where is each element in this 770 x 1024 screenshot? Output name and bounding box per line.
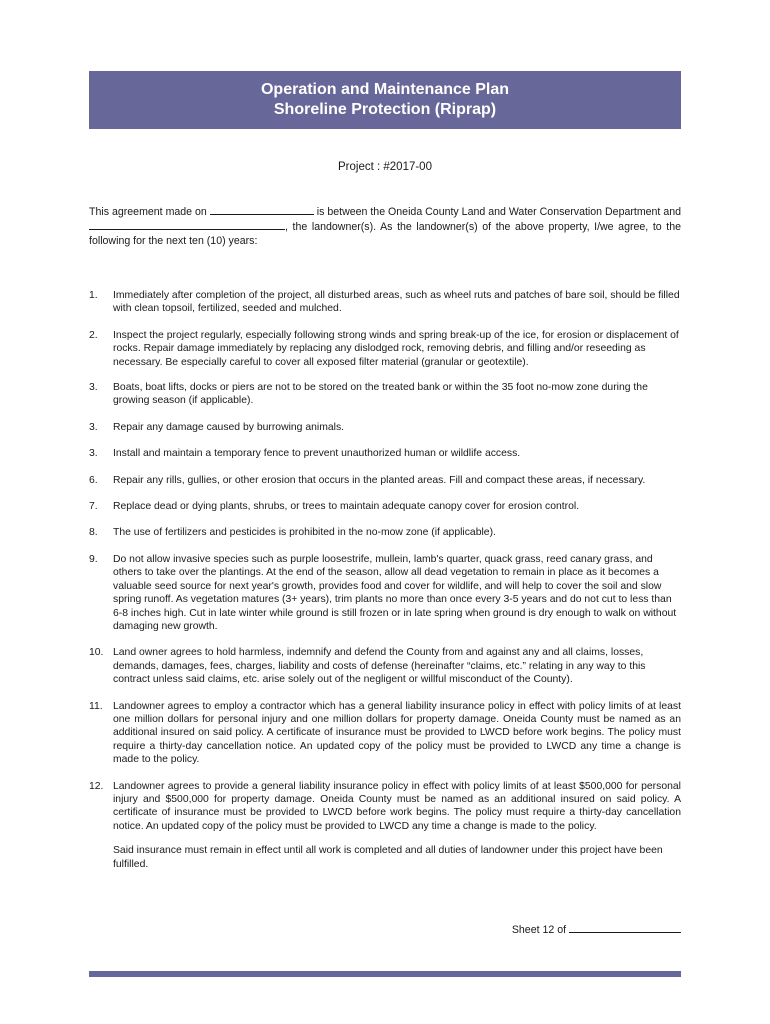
list-item [89, 526, 681, 539]
maintenance-items [89, 289, 681, 871]
list-item [89, 289, 681, 316]
item-number: 11. [89, 700, 103, 712]
item-number: 1. [89, 290, 98, 301]
item-text: Immediately after completion of the project, all disturbed areas, such as wheel ruts and patches of bare soil, should be filled with clean topsoil, fertilized, seeded and mulched. [113, 290, 680, 315]
project-number: Project : #2017-00 [338, 161, 432, 173]
item-number: 2. [89, 329, 98, 341]
list-item [89, 447, 681, 460]
item-number: 8. [89, 527, 98, 539]
item-text: Install and maintain a temporary fence to prevent unauthorized human or wildlife access. [113, 448, 521, 460]
list-item [89, 646, 681, 686]
title-banner [89, 71, 681, 129]
item-text: Landowner agrees to employ a contractor which has a general liability insurance policy in effect with policy limits of at least one million dollars for personal injury and one million dollars for property damage. Oneida County must be named as an additional insured on said policy. A certificate of insurance must be provided to LWCD before work begins. The policy must require a thirty-day cancellation notice. An updated copy of the policy must be provided to LWCD any time a change is made to the policy. [113, 700, 681, 766]
intro-text-1: This agreement made on [89, 206, 207, 218]
list-item [89, 553, 681, 633]
item-text: The use of fertilizers and pesticides is prohibited in the no-mow zone (if applicable). [113, 527, 496, 539]
list-item [89, 421, 681, 434]
item-number: 7. [89, 501, 98, 513]
item-number: 12. [89, 780, 104, 792]
item-text: Do not allow invasive species such as purple loosestrife, mullein, lamb's quarter, quack grass, reed canary grass, and others to take over the plantings. At the end of the season, allow all dead vegetation to remain in place as it becomes a valuable seed source for next year's growth, provides food and cover for wildlife, and will help to cover the soil and slow spring runoff. As vegetation matures (3+ years), trim plants no more than once every 3-5 years and do not cut to less than 6-8 inches high. Cut in late winter while ground is still frozen or in late spring when ground is dry enough to walk on without damaging new growth. [113, 553, 677, 632]
intro-text-2: is between the Oneida County Land and Water Conservation Department and [316, 206, 681, 218]
item-number: 3. [89, 421, 98, 433]
item-number: 3. [89, 382, 98, 394]
list-item [89, 381, 681, 408]
list-item [89, 329, 681, 369]
footer-rule [89, 971, 681, 977]
item-text: Replace dead or dying plants, shrubs, or trees to maintain adequate canopy cover for erosion control. [113, 501, 580, 513]
item-text: Boats, boat lifts, docks or piers are not to be stored on the treated bank or within the 35 foot no-mow zone during the growing season (if applicable). [113, 382, 648, 407]
document-title: Operation and Maintenance Plan [260, 81, 510, 98]
list-item [89, 500, 681, 513]
item-number: 3. [89, 448, 98, 460]
intro-text-3: , the landowner(s). As the landowner(s) of the above property, I/we agree, to the following for the next ten (10) years: [89, 221, 681, 247]
sheet-label: Sheet 12 of [511, 924, 567, 936]
item-text: Repair any damage caused by burrowing animals. [113, 421, 345, 433]
item-number: 6. [89, 474, 98, 486]
landowner-name-blank [89, 219, 285, 230]
item-number: 9. [89, 553, 98, 565]
sheet-number [512, 922, 681, 937]
item-number: 10. [89, 647, 104, 659]
item-text: Inspect the project regularly, especially following strong winds and spring break-up of the ice, for erosion or displacement of rocks. Repair damage immediately by replacing any dislodged rock, removing debris, and filling and/or reseeding as necessary. Be especially careful to cover all exposed filter material (granular or geotextile). [113, 329, 679, 368]
document-subtitle: Shoreline Protection (Riprap) [273, 101, 497, 118]
item-text: Land owner agrees to hold harmless, indemnify and defend the County from and against any and all claims, losses, demands, damages, fees, charges, liability and costs of defense (hereinafter “claims, etc.” relating in any way to this contract unless said claims, etc. arise solely out of the negligent or willful misconduct of the County). [113, 647, 646, 686]
list-item [89, 700, 681, 767]
sheet-total-blank [569, 922, 681, 933]
item-text: Repair any rills, gullies, or other erosion that occurs in the planted areas. Fill and compact these areas, if necessary. [113, 474, 646, 486]
item-text: Landowner agrees to provide a general liability insurance policy in effect with policy limits of at least $500,000 for personal injury and $500,000 for property damage. Oneida County must be named as an additional insured on said policy. A certificate of insurance must be provided to LWCD before work begins. The policy must require a thirty-day cancellation notice. An updated copy of the policy must be provided to LWCD any time a change is made to the policy. [113, 780, 681, 832]
list-item [89, 474, 681, 487]
agreement-intro [89, 204, 681, 248]
date-blank [210, 204, 314, 215]
list-item [89, 780, 681, 834]
insurance-note: Said insurance must remain in effect until all work is completed and all duties of landowner under this project have been fulfilled. [113, 845, 663, 870]
